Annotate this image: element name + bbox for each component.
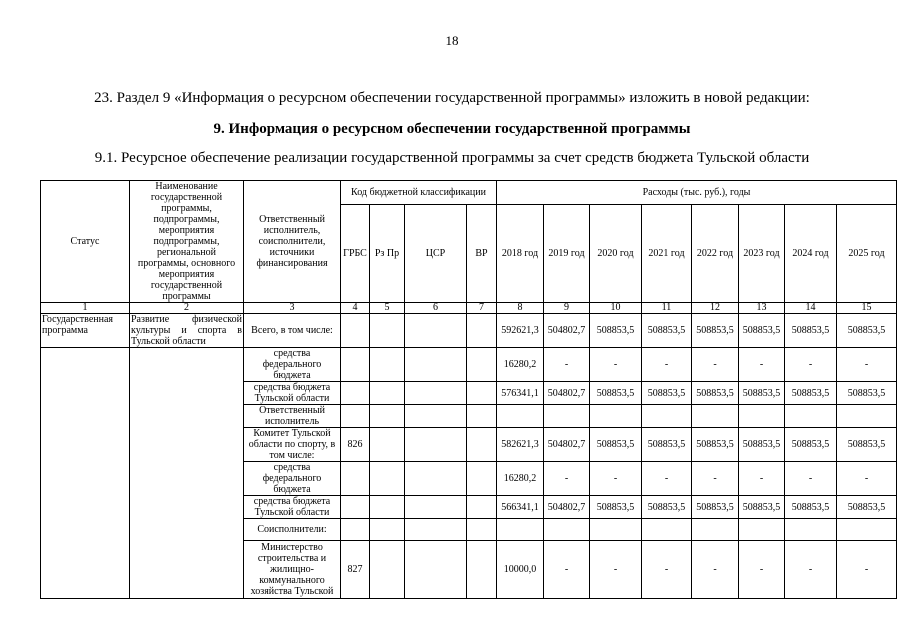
header-year: 2024 год xyxy=(785,205,837,303)
value-cell: 508853,5 xyxy=(739,496,785,519)
column-number-row xyxy=(41,303,897,314)
value-cell: 508853,5 xyxy=(785,428,837,462)
column-number: 2 xyxy=(130,303,244,314)
value-cell: - xyxy=(544,462,590,496)
rzpr-cell xyxy=(370,541,405,599)
value-cell: 508853,5 xyxy=(590,428,642,462)
value-cell: - xyxy=(739,348,785,382)
grbs-cell xyxy=(341,314,370,348)
rzpr-cell xyxy=(370,462,405,496)
value-cell: 508853,5 xyxy=(785,314,837,348)
section-title: 9. Информация о ресурсном обеспечении государственной программы xyxy=(213,121,691,137)
value-cell xyxy=(785,405,837,428)
header-year: 2019 год xyxy=(544,205,590,303)
value-cell: 508853,5 xyxy=(837,428,897,462)
header-year: 2023 год xyxy=(739,205,785,303)
value-cell: - xyxy=(642,348,692,382)
table-row xyxy=(41,348,897,382)
value-cell: - xyxy=(739,541,785,599)
csr-cell xyxy=(405,428,467,462)
column-number: 3 xyxy=(244,303,341,314)
value-cell: 508853,5 xyxy=(739,382,785,405)
header-grbs: ГРБС xyxy=(341,205,370,303)
value-cell: - xyxy=(590,348,642,382)
header-year: 2018 год xyxy=(497,205,544,303)
value-cell xyxy=(544,405,590,428)
rzpr-cell xyxy=(370,428,405,462)
value-cell: 508853,5 xyxy=(785,496,837,519)
vr-cell xyxy=(467,496,497,519)
csr-cell xyxy=(405,348,467,382)
value-cell: - xyxy=(785,541,837,599)
value-cell: - xyxy=(785,348,837,382)
vr-cell xyxy=(467,314,497,348)
column-number: 5 xyxy=(370,303,405,314)
value-cell: 508853,5 xyxy=(692,496,739,519)
value-cell: 504802,7 xyxy=(544,496,590,519)
value-cell: - xyxy=(837,541,897,599)
rzpr-cell xyxy=(370,348,405,382)
column-number: 1 xyxy=(41,303,130,314)
vr-cell xyxy=(467,428,497,462)
header-responsible: Ответственный исполнитель, соисполнители, источники финансирования xyxy=(244,181,341,303)
header-year: 2022 год xyxy=(692,205,739,303)
grbs-cell xyxy=(341,382,370,405)
vr-cell xyxy=(467,462,497,496)
value-cell xyxy=(642,519,692,541)
source-label-cell: средства бюджета Тульской области xyxy=(244,382,341,405)
source-label-cell: средства бюджета Тульской области xyxy=(244,496,341,519)
program-name-cell: Развитие физической культуры и спорта в Тульской области xyxy=(131,314,242,347)
value-cell xyxy=(837,405,897,428)
status-cell-empty xyxy=(41,348,130,599)
value-cell: - xyxy=(785,462,837,496)
value-cell xyxy=(642,405,692,428)
resource-table xyxy=(40,180,897,599)
status-cell: Государственная программа xyxy=(41,314,130,348)
rzpr-cell xyxy=(370,314,405,348)
header-expenses: Расходы (тыс. руб.), годы xyxy=(497,181,897,205)
column-number: 14 xyxy=(785,303,837,314)
value-cell xyxy=(785,519,837,541)
grbs-cell xyxy=(341,496,370,519)
header-name: Наименование государственной программы, подпрограммы, мероприятия подпрограммы, региональной программы, основного мероприятия государственной программы xyxy=(130,181,244,303)
csr-cell xyxy=(405,462,467,496)
value-cell: 576341,1 xyxy=(497,382,544,405)
value-cell: 508853,5 xyxy=(837,314,897,348)
value-cell: 508853,5 xyxy=(837,496,897,519)
value-cell: 504802,7 xyxy=(544,428,590,462)
subsection-title: 9.1. Ресурсное обеспечение реализации государственной программы за счет средств бюджета Тульской области xyxy=(94,150,810,166)
value-cell xyxy=(837,519,897,541)
value-cell: - xyxy=(692,462,739,496)
value-cell: 508853,5 xyxy=(590,314,642,348)
vr-cell xyxy=(467,519,497,541)
source-label-cell: средства федерального бюджета xyxy=(244,348,341,382)
header-rzpr: Рз Пр xyxy=(370,205,405,303)
source-label-cell: Всего, в том числе: xyxy=(244,314,341,348)
column-number: 15 xyxy=(837,303,897,314)
value-cell: 508853,5 xyxy=(642,496,692,519)
value-cell xyxy=(497,405,544,428)
column-number: 11 xyxy=(642,303,692,314)
rzpr-cell xyxy=(370,405,405,428)
vr-cell xyxy=(467,348,497,382)
value-cell xyxy=(590,519,642,541)
value-cell: 10000,0 xyxy=(497,541,544,599)
value-cell: - xyxy=(642,462,692,496)
value-cell: 508853,5 xyxy=(692,314,739,348)
value-cell: 504802,7 xyxy=(544,314,590,348)
rzpr-cell xyxy=(370,382,405,405)
value-cell: - xyxy=(837,462,897,496)
value-cell: - xyxy=(837,348,897,382)
grbs-cell xyxy=(341,405,370,428)
value-cell: 504802,7 xyxy=(544,382,590,405)
grbs-cell xyxy=(341,348,370,382)
csr-cell xyxy=(405,314,467,348)
value-cell: - xyxy=(590,462,642,496)
value-cell: 592621,3 xyxy=(497,314,544,348)
value-cell: - xyxy=(544,541,590,599)
value-cell: 508853,5 xyxy=(692,382,739,405)
grbs-cell: 827 xyxy=(341,541,370,599)
value-cell xyxy=(739,519,785,541)
csr-cell xyxy=(405,519,467,541)
value-cell: 508853,5 xyxy=(692,428,739,462)
column-number: 4 xyxy=(341,303,370,314)
column-number: 12 xyxy=(692,303,739,314)
column-number: 8 xyxy=(497,303,544,314)
header-year: 2020 год xyxy=(590,205,642,303)
value-cell: 582621,3 xyxy=(497,428,544,462)
value-cell xyxy=(497,519,544,541)
value-cell: 508853,5 xyxy=(739,314,785,348)
header-budget-code: Код бюджетной классификации xyxy=(341,181,497,205)
value-cell xyxy=(739,405,785,428)
value-cell: 508853,5 xyxy=(590,496,642,519)
value-cell: - xyxy=(642,541,692,599)
value-cell: - xyxy=(590,541,642,599)
csr-cell xyxy=(405,541,467,599)
value-cell xyxy=(590,405,642,428)
source-label-cell: средства федерального бюджета xyxy=(244,462,341,496)
table-body xyxy=(41,314,897,599)
vr-cell xyxy=(467,382,497,405)
value-cell: - xyxy=(692,541,739,599)
table-row xyxy=(41,314,897,348)
rzpr-cell xyxy=(370,519,405,541)
rzpr-cell xyxy=(370,496,405,519)
value-cell: 508853,5 xyxy=(642,382,692,405)
page-number: 18 xyxy=(445,33,459,48)
value-cell xyxy=(692,405,739,428)
csr-cell xyxy=(405,405,467,428)
vr-cell xyxy=(467,405,497,428)
value-cell: - xyxy=(692,348,739,382)
value-cell: 16280,2 xyxy=(497,462,544,496)
value-cell: - xyxy=(544,348,590,382)
source-label-cell: Ответственный исполнитель xyxy=(244,405,341,428)
value-cell: 508853,5 xyxy=(590,382,642,405)
grbs-cell xyxy=(341,462,370,496)
source-label-cell: Министерство строительства и жилищно-коммунального хозяйства Тульской xyxy=(244,541,341,599)
column-number: 7 xyxy=(467,303,497,314)
grbs-cell: 826 xyxy=(341,428,370,462)
value-cell xyxy=(544,519,590,541)
value-cell: - xyxy=(739,462,785,496)
column-number: 6 xyxy=(405,303,467,314)
value-cell: 508853,5 xyxy=(837,382,897,405)
column-number: 13 xyxy=(739,303,785,314)
header-year: 2025 год xyxy=(837,205,897,303)
source-label-cell: Соисполнители: xyxy=(244,519,341,541)
csr-cell xyxy=(405,382,467,405)
header-year: 2021 год xyxy=(642,205,692,303)
value-cell: 508853,5 xyxy=(642,428,692,462)
column-number: 9 xyxy=(544,303,590,314)
intro-line: 23. Раздел 9 «Информация о ресурсном обеспечении государственной программы» изложить в новой редакции: xyxy=(94,90,810,106)
value-cell: 566341,1 xyxy=(497,496,544,519)
vr-cell xyxy=(467,541,497,599)
value-cell: 16280,2 xyxy=(497,348,544,382)
value-cell xyxy=(692,519,739,541)
header-csr: ЦСР xyxy=(405,205,467,303)
column-number: 10 xyxy=(590,303,642,314)
grbs-cell xyxy=(341,519,370,541)
program-name-cell-empty xyxy=(130,348,244,599)
value-cell: 508853,5 xyxy=(785,382,837,405)
csr-cell xyxy=(405,496,467,519)
value-cell: 508853,5 xyxy=(739,428,785,462)
source-label-cell: Комитет Тульской области по спорту, в том числе: xyxy=(244,428,341,462)
header-status: Статус xyxy=(41,181,130,303)
value-cell: 508853,5 xyxy=(642,314,692,348)
header-vr: ВР xyxy=(467,205,497,303)
